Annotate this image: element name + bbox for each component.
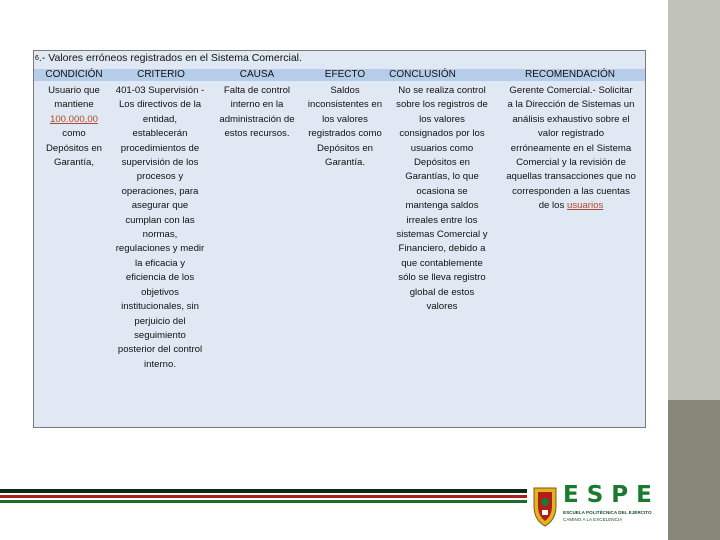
causa-line: Falta de control xyxy=(223,85,291,96)
criterio-line: la eficacia y xyxy=(134,257,186,269)
criterio-line: establecerán xyxy=(132,128,188,140)
condicion-line: mantiene xyxy=(54,99,94,111)
criterio-line: institucionales, sin xyxy=(121,301,199,313)
criterio-line: perjuicio del xyxy=(134,315,186,327)
espe-wordmark: ESPE xyxy=(563,482,660,508)
finding-title xyxy=(35,52,302,66)
conclusion-line: mantenga saldos xyxy=(405,200,479,212)
header-criterio: CRITERIO xyxy=(137,69,185,80)
efecto-line: inconsistentes en xyxy=(307,99,383,111)
condicion-line: Usuario que xyxy=(48,85,100,96)
header-efecto: EFECTO xyxy=(324,69,366,80)
criterio-line: posterior del control xyxy=(117,344,203,356)
condicion-line: 100.000,00 xyxy=(49,113,98,125)
conclusion-line: los valores xyxy=(419,113,465,125)
recomendacion-line: de los usuarios xyxy=(538,200,604,212)
criterio-line: Los directivos de la xyxy=(118,99,202,111)
column-conclusion xyxy=(388,84,496,315)
header-recomendacion: RECOMENDACIÓN xyxy=(524,69,615,80)
conclusion-line: sólo se lleva registro xyxy=(398,272,486,284)
conclusion-line: usuarios como xyxy=(410,142,474,154)
footer-stripe-red xyxy=(0,495,527,498)
criterio-line: entidad, xyxy=(142,113,178,125)
criterio-line: procedimientos de xyxy=(120,142,200,154)
recomendacion-line: corresponden a las cuentas xyxy=(512,185,630,197)
finding-number: 6 xyxy=(35,55,39,62)
espe-subtitle: ESCUELA POLITÉCNICA DEL EJÉRCITO xyxy=(563,510,652,515)
conclusion-line: sobre los registros de xyxy=(396,99,488,111)
efecto-line: Depósitos en xyxy=(317,142,373,154)
finding-title-text: .- Valores erróneos registrados en el Sistema Comercial. xyxy=(38,52,302,64)
column-causa xyxy=(212,84,302,142)
header-condicion: CONDICIÓN xyxy=(45,69,103,80)
criterio-line: 401-03 Supervisión - xyxy=(115,85,205,96)
causa-line: estos recursos. xyxy=(224,128,290,140)
conclusion-line: consignados por los xyxy=(399,128,485,140)
causa-line: interno en la xyxy=(230,99,284,111)
criterio-line: interno. xyxy=(144,358,176,370)
side-panel-lower xyxy=(668,400,720,540)
header-conclusion: CONCLUSIÓN xyxy=(389,69,456,80)
recomendacion-line: Gerente Comercial.- Solicitar xyxy=(509,85,633,96)
espe-crest-icon xyxy=(534,488,556,526)
espe-tagline: CAMINO A LA EXCELENCIA xyxy=(563,517,623,522)
criterio-line: eficiencia de los xyxy=(125,272,195,284)
condicion-line: como xyxy=(62,128,86,140)
causa-line: administración de xyxy=(219,113,295,125)
criterio-line: operaciones, para xyxy=(121,185,199,197)
footer-stripe-dark xyxy=(0,489,527,493)
efecto-line: los valores xyxy=(322,113,368,125)
criterio-line: cumplan con las xyxy=(125,214,195,226)
criterio-line: normas, xyxy=(142,229,178,241)
conclusion-line: que contablemente xyxy=(401,257,483,269)
criterio-line: supervisión de los xyxy=(121,157,199,169)
condicion-line: Depósitos en xyxy=(46,142,102,154)
column-criterio xyxy=(108,84,212,372)
criterio-line: objetivos xyxy=(141,286,179,298)
column-efecto xyxy=(300,84,390,170)
header-causa: CAUSA xyxy=(239,69,275,80)
side-panel-upper xyxy=(668,0,720,400)
recomendacion-line: valor registrado xyxy=(537,128,605,140)
conclusion-line: No se realiza control xyxy=(398,85,486,96)
conclusion-line: Depósitos en xyxy=(414,157,470,169)
conclusion-line: global de estos xyxy=(409,286,475,298)
conclusion-line: Garantías, lo que xyxy=(405,171,479,183)
column-condicion xyxy=(34,84,114,170)
conclusion-line: Financiero, debido a xyxy=(398,243,486,255)
efecto-line: Saldos xyxy=(330,85,360,96)
criterio-line: procesos y xyxy=(136,171,184,183)
footer-stripe-green xyxy=(0,500,527,503)
conclusion-line: irreales entre los xyxy=(406,214,478,226)
efecto-line: Garantía. xyxy=(325,157,365,169)
recomendacion-line: a la Dirección de Sistemas un xyxy=(507,99,635,111)
conclusion-line: ocasiona se xyxy=(416,185,468,197)
recomendacion-line: análisis exhaustivo sobre el xyxy=(512,113,630,125)
conclusion-line: sistemas Comercial y xyxy=(396,229,488,241)
conclusion-line: valores xyxy=(426,301,458,313)
criterio-line: seguimiento xyxy=(134,329,186,341)
recomendacion-line: erróneamente en el Sistema xyxy=(510,142,632,154)
criterio-line: regulaciones y medir xyxy=(115,243,205,255)
condicion-line: Garantía, xyxy=(54,157,94,169)
recomendacion-line: Comercial y la revisión de xyxy=(516,157,626,169)
recomendacion-line: aquellas transacciones que no xyxy=(506,171,636,183)
efecto-line: registrados como xyxy=(308,128,382,140)
criterio-line: asegurar que xyxy=(131,200,189,212)
column-recomendacion xyxy=(496,84,646,214)
